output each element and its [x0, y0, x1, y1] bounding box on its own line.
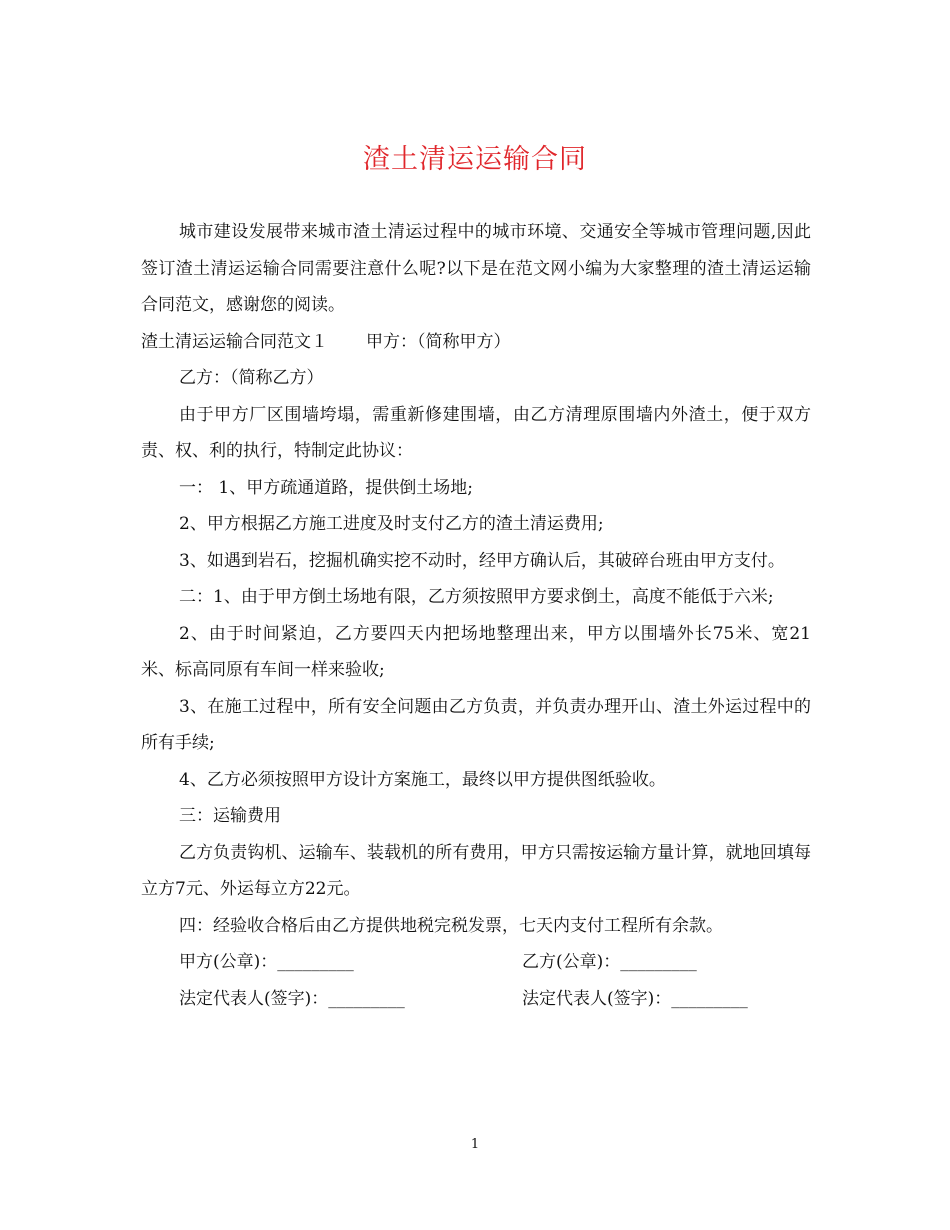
- clause-paragraph: 3、在施工过程中，所有安全问题由乙方负责，并负责办理开山、渣土外运过程中的所有手续;: [141, 696, 811, 753]
- clause-paragraph: 四：经验收合格后由乙方提供地税完税发票，七天内支付工程所有余款。: [179, 915, 723, 936]
- clause-paragraph: 一： 1、甲方疏通道路，提供倒土场地;: [179, 477, 473, 498]
- clause-paragraph: 乙方负责钩机、运输车、装载机的所有费用，甲方只需按运输方量计算，就地回填每立方7元、外运每立方22元。: [141, 842, 811, 899]
- seal-row: [141, 944, 811, 981]
- clause-paragraph: 4、乙方必须按照甲方设计方案施工，最终以甲方提供图纸验收。: [179, 769, 666, 790]
- party-a-representative-line: 法定代表人(签字)：_________: [179, 988, 405, 1009]
- clause-paragraph: 二：1、由于甲方倒土场地有限，乙方须按照甲方要求倒土，高度不能低于六米;: [179, 587, 774, 607]
- page-number: 1: [470, 1137, 480, 1152]
- representative-row: [141, 981, 811, 1018]
- clause-paragraph: 2、由于时间紧迫，乙方要四天内把场地整理出来，甲方以围墙外长75米、宽21米、标高同原有车间一样来验收;: [141, 623, 811, 680]
- sample-heading: 渣土清运运输合同范文１: [141, 331, 328, 352]
- intro-paragraph: 城市建设发展带来城市渣土清运过程中的城市环境、交通安全等城市管理问题,因此签订渣土清运运输合同需要注意什么呢?以下是在范文网小编为大家整理的渣土清运运输合同范文，感谢您的阅读。: [141, 222, 811, 315]
- party-a-line: 甲方：（简称甲方）: [366, 331, 511, 352]
- clause-paragraph: 3、如遇到岩石，挖掘机确实挖不动时，经甲方确认后，其破碎台班由甲方支付。: [179, 550, 785, 571]
- document-title: 渣土清运运输合同: [363, 144, 587, 175]
- clause-paragraph: 2、甲方根据乙方施工进度及时支付乙方的渣土清运费用;: [179, 514, 604, 534]
- party-a-seal-line: 甲方(公章)：_________: [179, 952, 354, 972]
- clause-paragraph: 三：运输费用: [179, 806, 281, 826]
- party-b-line: 乙方：（简称乙方）: [179, 368, 324, 388]
- party-b-seal-line: 乙方(公章)：_________: [522, 952, 697, 972]
- sample-heading-line: [141, 324, 811, 361]
- document-body: [141, 214, 811, 1017]
- party-b-representative-line: 法定代表人(签字)：_________: [522, 988, 748, 1009]
- preamble-paragraph: 由于甲方厂区围墙垮塌，需重新修建围墙，由乙方清理原围墙内外渣土，便于双方责、权、利的执行，特制定此协议：: [141, 404, 811, 461]
